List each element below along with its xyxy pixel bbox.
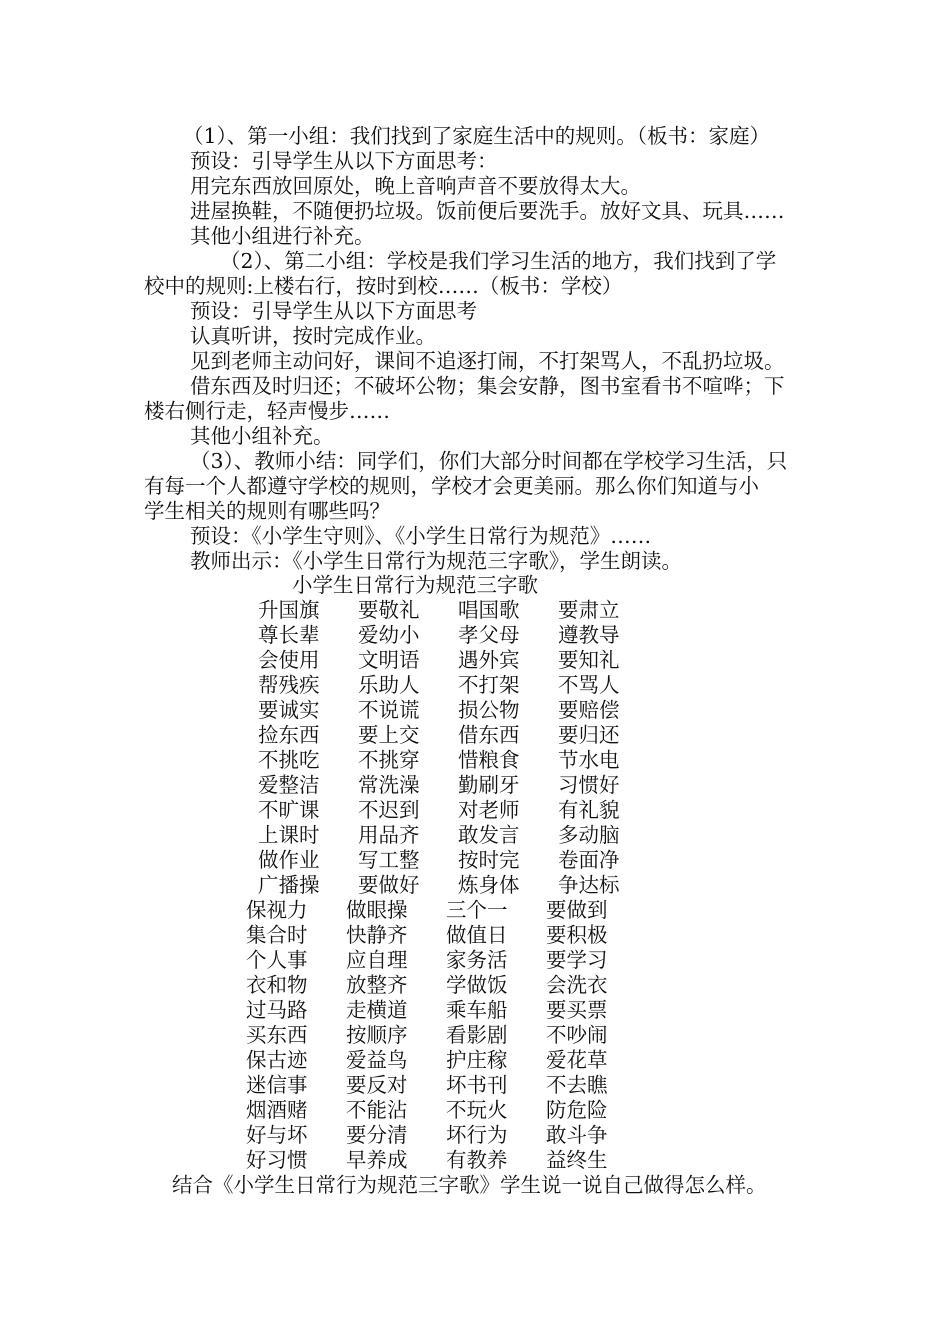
poem-row [246, 1123, 646, 1148]
poem-block-1 [258, 598, 658, 898]
poem-phrase: 坏行为 [446, 1123, 508, 1147]
poem-phrase: 坏书刊 [446, 1073, 508, 1097]
poem-row [258, 773, 658, 798]
poem-phrase: 爱整洁 [258, 773, 320, 797]
poem-phrase: 勤刷牙 [458, 773, 520, 797]
poem-phrase: 惜粮食 [458, 748, 520, 772]
poem-phrase: 爱幼小 [358, 623, 420, 647]
poem-phrase: 好习惯 [246, 1148, 308, 1172]
poem-phrase: 烟酒赌 [246, 1098, 308, 1122]
poem-phrase: 乘车船 [446, 998, 508, 1022]
poem-phrase: 上课时 [258, 823, 320, 847]
poem-phrase: 文明语 [358, 648, 420, 672]
paragraph-preset-3: 预设：《小学生守则》、《小学生日常行为规范》…… [190, 524, 652, 548]
poem-phrase: 要做到 [546, 898, 608, 922]
poem-phrase: 不玩火 [446, 1098, 508, 1122]
poem-phrase: 升国旗 [258, 598, 320, 622]
poem-phrase: 应自理 [346, 948, 408, 972]
poem-phrase: 遇外宾 [458, 648, 520, 672]
poem-row [258, 723, 658, 748]
poem-phrase: 损公物 [458, 698, 520, 722]
poem-phrase: 唱国歌 [458, 598, 520, 622]
poem-phrase: 乐助人 [358, 673, 420, 697]
poem-row [246, 973, 646, 998]
poem-phrase: 益终生 [546, 1148, 608, 1172]
poem-phrase: 不迟到 [358, 798, 420, 822]
poem-phrase: 常洗澡 [358, 773, 420, 797]
poem-phrase: 对老师 [458, 798, 520, 822]
poem-phrase: 有礼貌 [558, 798, 620, 822]
poem-title: 小学生日常行为规范三字歌 [292, 573, 538, 597]
poem-phrase: 家务活 [446, 948, 508, 972]
poem-phrase: 不挑吃 [258, 748, 320, 772]
paragraph-group2-heading-cont: 校中的规则:上楼右行，按时到校……（板书：学校） [144, 274, 623, 298]
poem-phrase: 学做饭 [446, 973, 508, 997]
poem-phrase: 帮残疾 [258, 673, 320, 697]
poem-phrase: 习惯好 [558, 773, 620, 797]
poem-phrase: 买东西 [246, 1023, 308, 1047]
poem-phrase: 要买票 [546, 998, 608, 1022]
poem-row [258, 823, 658, 848]
paragraph-preset-1: 预设：引导学生从以下方面思考： [190, 149, 498, 173]
paragraph-group1-heading: （1）、第一小组：我们找到了家庭生活中的规则。（板书：家庭） [183, 124, 771, 148]
poem-phrase: 会使用 [258, 648, 320, 672]
poem-phrase: 写工整 [358, 848, 420, 872]
poem-row [258, 798, 658, 823]
paragraph-preset-2: 预设：引导学生从以下方面思考 [190, 299, 477, 323]
poem-phrase: 要积极 [546, 923, 608, 947]
poem-phrase: 要上交 [358, 723, 420, 747]
poem-row [258, 698, 658, 723]
poem-phrase: 遵教导 [558, 623, 620, 647]
poem-row [246, 1148, 646, 1173]
poem-phrase: 要做好 [358, 873, 420, 897]
poem-phrase: 放整齐 [346, 973, 408, 997]
poem-phrase: 多动脑 [558, 823, 620, 847]
poem-row [258, 748, 658, 773]
paragraph-school-rule-2: 见到老师主动问好，课间不追逐打闹，不打架骂人，不乱扔垃圾。 [190, 349, 785, 373]
poem-phrase: 要诚实 [258, 698, 320, 722]
poem-phrase: 走横道 [346, 998, 408, 1022]
paragraph-school-rule-3: 借东西及时归还；不破坏公物；集会安静，图书室看书不喧哗；下 [190, 374, 785, 398]
poem-phrase: 不骂人 [558, 673, 620, 697]
paragraph-teacher-summary-cont1: 有每一个人都遵守学校的规则，学校才会更美丽。那么你们知道与小 [144, 474, 759, 498]
paragraph-supplement-1: 其他小组进行补充。 [190, 224, 375, 248]
poem-phrase: 保古迹 [246, 1048, 308, 1072]
poem-phrase: 不说谎 [358, 698, 420, 722]
poem-block-2 [246, 898, 646, 1173]
poem-phrase: 不打架 [458, 673, 520, 697]
poem-phrase: 广播操 [258, 873, 320, 897]
poem-phrase: 要反对 [346, 1073, 408, 1097]
poem-phrase: 要学习 [546, 948, 608, 972]
poem-phrase: 要肃立 [558, 598, 620, 622]
paragraph-supplement-2: 其他小组补充。 [190, 424, 334, 448]
poem-row [246, 1073, 646, 1098]
poem-phrase: 孝父母 [458, 623, 520, 647]
poem-phrase: 按顺序 [346, 1023, 408, 1047]
poem-phrase: 不挑穿 [358, 748, 420, 772]
poem-phrase: 爱花草 [546, 1048, 608, 1072]
poem-phrase: 看影剧 [446, 1023, 508, 1047]
poem-row [246, 923, 646, 948]
poem-phrase: 个人事 [246, 948, 308, 972]
paragraph-home-rule-1: 用完东西放回原处，晚上音响声音不要放得太大。 [190, 174, 641, 198]
poem-phrase: 敢斗争 [546, 1123, 608, 1147]
poem-phrase: 不能沾 [346, 1098, 408, 1122]
poem-phrase: 争达标 [558, 873, 620, 897]
poem-phrase: 借东西 [458, 723, 520, 747]
paragraph-teacher-shows: 教师出示：《小学生日常行为规范三字歌》，学生朗读。 [190, 549, 682, 573]
poem-phrase: 保视力 [246, 898, 308, 922]
poem-phrase: 做作业 [258, 848, 320, 872]
poem-phrase: 卷面净 [558, 848, 620, 872]
poem-phrase: 好与坏 [246, 1123, 308, 1147]
paragraph-home-rule-2: 进屋换鞋，不随便扔垃圾。饭前便后要洗手。放好文具、玩具…… [190, 199, 785, 223]
poem-phrase: 要赔偿 [558, 698, 620, 722]
poem-row [258, 648, 658, 673]
poem-row [246, 998, 646, 1023]
poem-phrase: 做值日 [446, 923, 508, 947]
paragraph-school-rule-3-cont: 楼右侧行走，轻声慢步…… [144, 399, 390, 423]
poem-phrase: 不去瞧 [546, 1073, 608, 1097]
poem-phrase: 护庄稼 [446, 1048, 508, 1072]
poem-phrase: 用品齐 [358, 823, 420, 847]
poem-phrase: 要分清 [346, 1123, 408, 1147]
poem-phrase: 要知礼 [558, 648, 620, 672]
poem-row [258, 623, 658, 648]
poem-phrase: 尊长辈 [258, 623, 320, 647]
poem-phrase: 敢发言 [458, 823, 520, 847]
poem-row [246, 1023, 646, 1048]
poem-phrase: 集合时 [246, 923, 308, 947]
poem-row [246, 1048, 646, 1073]
paragraph-teacher-summary: （3）、教师小结：同学们，你们大部分时间都在学校学习生活，只 [190, 449, 788, 473]
poem-row [258, 673, 658, 698]
poem-phrase: 按时完 [458, 848, 520, 872]
poem-phrase: 不吵闹 [546, 1023, 608, 1047]
poem-row [246, 898, 646, 923]
poem-phrase: 快静齐 [346, 923, 408, 947]
poem-phrase: 爱益鸟 [346, 1048, 408, 1072]
paragraph-school-rule-1: 认真听讲，按时完成作业。 [190, 324, 436, 348]
poem-row [258, 873, 658, 898]
poem-phrase: 过马路 [246, 998, 308, 1022]
poem-row [258, 848, 658, 873]
poem-row [258, 598, 658, 623]
poem-phrase: 炼身体 [458, 873, 520, 897]
poem-phrase: 会洗衣 [546, 973, 608, 997]
poem-phrase: 要敬礼 [358, 598, 420, 622]
poem-phrase: 不旷课 [258, 798, 320, 822]
poem-phrase: 要归还 [558, 723, 620, 747]
paragraph-teacher-summary-cont2: 学生相关的规则有哪些吗？ [144, 499, 390, 523]
poem-phrase: 三个一 [446, 898, 508, 922]
poem-row [246, 948, 646, 973]
poem-phrase: 节水电 [558, 748, 620, 772]
paragraph-group2-heading: （2）、第二小组：学校是我们学习生活的地方，我们找到了学 [220, 249, 777, 273]
poem-phrase: 做眼操 [346, 898, 408, 922]
poem-phrase: 早养成 [346, 1148, 408, 1172]
poem-phrase: 有教养 [446, 1148, 508, 1172]
poem-row [246, 1098, 646, 1123]
poem-phrase: 防危险 [546, 1098, 608, 1122]
poem-phrase: 迷信事 [246, 1073, 308, 1097]
paragraph-closing: 结合《小学生日常行为规范三字歌》学生说一说自己做得怎么样。 [172, 1173, 767, 1197]
poem-phrase: 衣和物 [246, 973, 308, 997]
poem-phrase: 捡东西 [258, 723, 320, 747]
